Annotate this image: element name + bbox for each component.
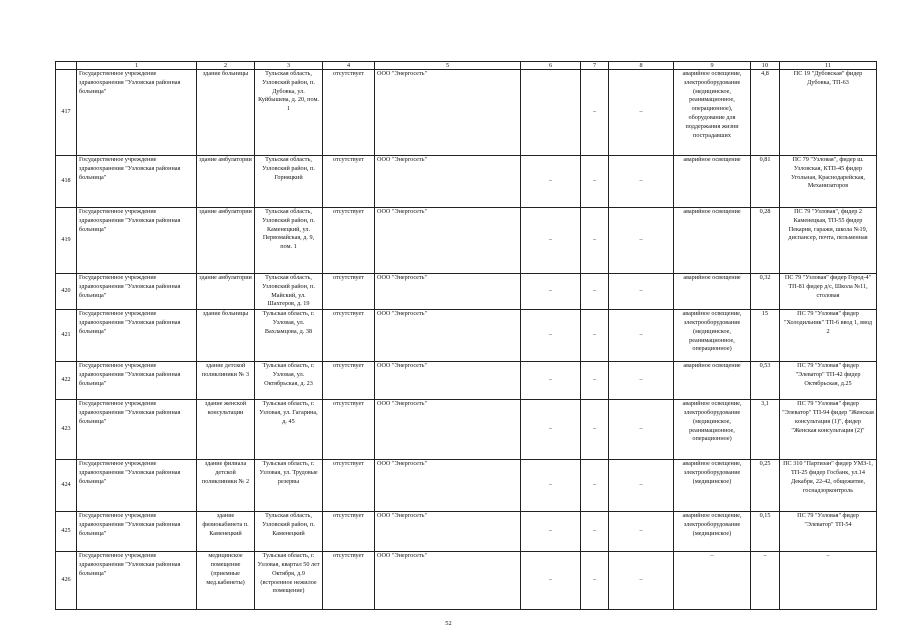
col7-cell: –	[581, 512, 609, 552]
row-number: 420	[56, 274, 77, 310]
address-cell: Тульская область, Узловский район, п. Майский, ул. Шахтеров, д. 19	[255, 274, 323, 310]
equipment-cell: аварийное освещение, электрооборудование (медицинское, реанимационное, операционное)	[674, 400, 751, 460]
equipment-cell: аварийное освещение	[674, 156, 751, 208]
building-cell: здание детской поликлиники № 3	[197, 362, 255, 400]
col7-cell: –	[581, 156, 609, 208]
equipment-cell: –	[674, 552, 751, 610]
col7-cell: –	[581, 208, 609, 274]
header-cell: 8	[609, 62, 674, 70]
feeder-cell: ПС 310 "Партизан" фидер УМЗ-1, ТП-25 фидер Госбанк, ул.14 Декабря, 22-42, общежитие, госнадзорконтроль	[780, 460, 877, 512]
organization-cell: Государственное учреждение здравоохранения "Узловская районная больница"	[77, 208, 197, 274]
feeder-cell: –	[780, 552, 877, 610]
col6-cell: –	[521, 552, 581, 610]
col8-cell: –	[609, 400, 674, 460]
table-row	[56, 460, 877, 512]
power-cell: 0,15	[751, 512, 780, 552]
table-row	[56, 310, 877, 362]
feeder-cell: ПС 79 "Узловая" фидер "Элеватор" ТП-54	[780, 512, 877, 552]
supplier-cell: ООО "Энергосеть"	[375, 70, 521, 156]
address-cell: Тульская область, Узловский район, п. Каменецкий, ул. Первомайская, д. 9, пом. 1	[255, 208, 323, 274]
col8-cell: –	[609, 156, 674, 208]
col8-cell: –	[609, 362, 674, 400]
col7-cell: –	[581, 400, 609, 460]
feeder-cell: ПС 79 "Узловая" фидер "Холодильник" ТП-6 ввод 1, ввод 2	[780, 310, 877, 362]
row-number: 425	[56, 512, 77, 552]
header-cell: 9	[674, 62, 751, 70]
row-number: 421	[56, 310, 77, 362]
feeder-cell: ПС 19 "Дубовская" фидер Дубовка, ТП-63	[780, 70, 877, 156]
header-cell: 1	[77, 62, 197, 70]
building-cell: медицинское помещение (приемные мед.кабинеты)	[197, 552, 255, 610]
col4-cell: отсутствует	[323, 310, 375, 362]
col7-cell: –	[581, 552, 609, 610]
table-row	[56, 400, 877, 460]
equipment-cell: аварийное освещение	[674, 274, 751, 310]
header-cell: 5	[375, 62, 521, 70]
power-cell: 0,32	[751, 274, 780, 310]
row-number: 423	[56, 400, 77, 460]
header-cell	[56, 62, 77, 70]
building-cell: здание филиала детской поликлиники № 2	[197, 460, 255, 512]
col8-cell: –	[609, 274, 674, 310]
address-cell: Тульская область, г. Узловая, ул. Трудовые резервы	[255, 460, 323, 512]
table-row	[56, 208, 877, 274]
header-row	[56, 62, 877, 70]
address-cell: Тульская область, г. Узловая, ул. Гагарина, д. 45	[255, 400, 323, 460]
col8-cell: –	[609, 460, 674, 512]
feeder-cell: ПС 79 "Узловая" фидер "Элеватор" ТП-94 фидер "Женская консультация (1)", фидер "Женская консультация (2)"	[780, 400, 877, 460]
col6-cell: –	[521, 512, 581, 552]
row-number: 419	[56, 208, 77, 274]
col6-cell: –	[521, 274, 581, 310]
row-number: 422	[56, 362, 77, 400]
address-cell: Тульская область, г. Узловая, ул. Октябрьская, д. 23	[255, 362, 323, 400]
equipment-cell: аварийное освещение	[674, 208, 751, 274]
row-number: 424	[56, 460, 77, 512]
table-row	[56, 362, 877, 400]
organization-cell: Государственное учреждение здравоохранения "Узловская районная больница"	[77, 362, 197, 400]
table-row	[56, 512, 877, 552]
organization-cell: Государственное учреждение здравоохранения "Узловская районная больница"	[77, 400, 197, 460]
header-cell: 6	[521, 62, 581, 70]
feeder-cell: ПС 79 "Узловая", фидер ш. Узловская, КТП-45 фидер Угольная, Краснодарейская, Механизаторов	[780, 156, 877, 208]
power-cell: –	[751, 552, 780, 610]
header-cell: 7	[581, 62, 609, 70]
col8-cell: –	[609, 552, 674, 610]
building-cell: здание амбулатории	[197, 208, 255, 274]
power-cell: 0,53	[751, 362, 780, 400]
organization-cell: Государственное учреждение здравоохранения "Узловская районная больница"	[77, 70, 197, 156]
supplier-cell: ООО "Энергосеть"	[375, 460, 521, 512]
building-cell: здание женской консультации	[197, 400, 255, 460]
supplier-cell: ООО "Энергосеть"	[375, 552, 521, 610]
col6-cell: –	[521, 400, 581, 460]
col7-cell: –	[581, 362, 609, 400]
col8-cell: –	[609, 70, 674, 156]
col4-cell: отсутствует	[323, 362, 375, 400]
address-cell: Тульская область, г. Узловая, квартал 50 лет Октября, д.9 (встроенное нежилое помещение)	[255, 552, 323, 610]
table-row	[56, 552, 877, 610]
organization-cell: Государственное учреждение здравоохранения "Узловская районная больница"	[77, 552, 197, 610]
row-number: 417	[56, 70, 77, 156]
organization-cell: Государственное учреждение здравоохранения "Узловская районная больница"	[77, 512, 197, 552]
address-cell: Тульская область, г. Узловая, ул. Вахламцова, д. 38	[255, 310, 323, 362]
col6-cell: –	[521, 310, 581, 362]
building-cell: здание амбулатории	[197, 274, 255, 310]
organization-cell: Государственное учреждение здравоохранения "Узловская районная больница"	[77, 310, 197, 362]
power-cell: 0,81	[751, 156, 780, 208]
header-cell: 4	[323, 62, 375, 70]
row-number: 418	[56, 156, 77, 208]
col4-cell: отсутствует	[323, 512, 375, 552]
equipment-cell: аварийное освещение, электрооборудование (медицинское)	[674, 512, 751, 552]
col6-cell: –	[521, 156, 581, 208]
facilities-table	[55, 61, 877, 610]
col4-cell: отсутствует	[323, 208, 375, 274]
col6-cell: –	[521, 460, 581, 512]
table-row	[56, 274, 877, 310]
col8-cell: –	[609, 208, 674, 274]
building-cell: здание больницы	[197, 70, 255, 156]
col7-cell: –	[581, 274, 609, 310]
supplier-cell: ООО "Энергосеть"	[375, 208, 521, 274]
col4-cell: отсутствует	[323, 552, 375, 610]
header-cell: 11	[780, 62, 877, 70]
supplier-cell: ООО "Энергосеть"	[375, 274, 521, 310]
building-cell: здание физиокабинета п. Каменецкий	[197, 512, 255, 552]
header-cell: 3	[255, 62, 323, 70]
organization-cell: Государственное учреждение здравоохранения "Узловская районная больница"	[77, 156, 197, 208]
col8-cell: –	[609, 512, 674, 552]
power-cell: 15	[751, 310, 780, 362]
supplier-cell: ООО "Энергосеть"	[375, 512, 521, 552]
supplier-cell: ООО "Энергосеть"	[375, 156, 521, 208]
col7-cell: –	[581, 70, 609, 156]
page-number: 52	[445, 620, 452, 627]
col4-cell: отсутствует	[323, 274, 375, 310]
col8-cell: –	[609, 310, 674, 362]
col4-cell: отсутствует	[323, 70, 375, 156]
row-number: 426	[56, 552, 77, 610]
col6-cell	[521, 70, 581, 156]
organization-cell: Государственное учреждение здравоохранения "Узловская районная больница"	[77, 274, 197, 310]
feeder-cell: ПС 79 "Узловая" фидер Город-4" ТП-81 фидер д/с, Школа №11, столовая	[780, 274, 877, 310]
col4-cell: отсутствует	[323, 460, 375, 512]
building-cell: здание больницы	[197, 310, 255, 362]
header-cell: 2	[197, 62, 255, 70]
feeder-cell: ПС 79 "Узловая" фидер "Элеватор" ТП-42 фидер Октябрьская, д.25	[780, 362, 877, 400]
table-row	[56, 156, 877, 208]
power-cell: 3,1	[751, 400, 780, 460]
table-row	[56, 70, 877, 156]
col4-cell: отсутствует	[323, 400, 375, 460]
col4-cell: отсутствует	[323, 156, 375, 208]
address-cell: Тульская область, Узловский район, п. Дубовка, ул. Куйбышева, д. 20, пом. 1	[255, 70, 323, 156]
col7-cell: –	[581, 310, 609, 362]
equipment-cell: аварийное освещение, электрооборудование (медицинское, реанимационное, операционное), оборудование для поддержания жизни пострадавших	[674, 70, 751, 156]
equipment-cell: аварийное освещение	[674, 362, 751, 400]
col7-cell: –	[581, 460, 609, 512]
header-cell: 10	[751, 62, 780, 70]
power-cell: 0,25	[751, 460, 780, 512]
col6-cell: –	[521, 362, 581, 400]
supplier-cell: ООО "Энергосеть"	[375, 400, 521, 460]
building-cell: здание амбулатории	[197, 156, 255, 208]
address-cell: Тульская область, Узловский район, п. Горняцкий	[255, 156, 323, 208]
feeder-cell: ПС 79 "Узловая", фидер 2 Каменецкая, ТП-55 фидер Пекарня, гаражи, школа №19, диспансер, почта, пельменная	[780, 208, 877, 274]
power-cell: 0,28	[751, 208, 780, 274]
supplier-cell: ООО "Энергосеть"	[375, 310, 521, 362]
equipment-cell: аварийное освещение, электрооборудование (медицинское, реанимационное, операционное)	[674, 310, 751, 362]
organization-cell: Государственное учреждение здравоохранения "Узловская районная больница"	[77, 460, 197, 512]
address-cell: Тульская область, Узловский район, п. Каменецкий	[255, 512, 323, 552]
power-cell: 4,8	[751, 70, 780, 156]
supplier-cell: ООО "Энергосеть"	[375, 362, 521, 400]
col6-cell: –	[521, 208, 581, 274]
equipment-cell: аварийное освещение, электрооборудование (медицинское)	[674, 460, 751, 512]
